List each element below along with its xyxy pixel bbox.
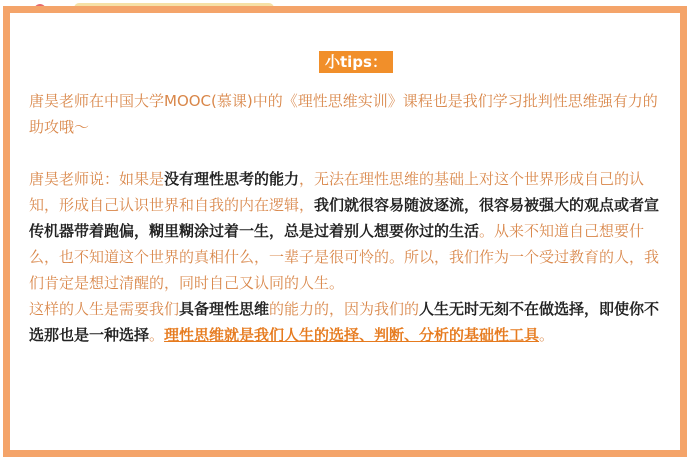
conclusion-paragraph (29, 296, 661, 348)
tips-content (29, 88, 661, 348)
quote-emphasis-2: 我们就很容易随波逐流，很容易被强大的观点或者宣传机器带着跑偏，糊里糊涂过着一生，总是过着别人想要你过的生活 (29, 196, 660, 240)
conclusion-text-3: 。 (149, 326, 165, 344)
quote-text-2: ，无法在理性思维的基础上对这个世界形成自己的认知，形成自己认识世界和自我的内在逻辑， (29, 170, 645, 214)
conclusion-key-point: 理性思维就是我们人生的选择、判断、分析的基础性工具 (164, 326, 540, 344)
quote-emphasis-1: 没有理性思考的能力 (164, 170, 300, 188)
conclusion-emphasis-2: 人生无时无刻不在做选择，即使你不选那也是一种选择 (29, 300, 660, 344)
quote-text-1: 唐昊老师说：如果是 (29, 170, 165, 188)
intro-paragraph: 唐昊老师在中国大学MOOC(慕课)中的《理性思维实训》课程也是我们学习批判性思维强有力的助攻哦～ (29, 92, 658, 136)
conclusion-text-4: 。 (539, 326, 555, 344)
quote-text-3: 。从来不知道自己想要什么，也不知道这个世界的真相什么，一辈子是很可怜的。所以，我们作为一个受过教育的人，我们肯定是想过清醒的，同时自己又认同的人生。 (29, 222, 660, 292)
tips-badge: 小tips： (319, 51, 393, 73)
quote-paragraph (29, 166, 661, 296)
conclusion-text-2: 的能力的，因为我们的 (269, 300, 420, 318)
conclusion-emphasis-1: 具备理性思维 (179, 300, 270, 318)
conclusion-text-1: 这样的人生是需要我们 (29, 300, 180, 318)
